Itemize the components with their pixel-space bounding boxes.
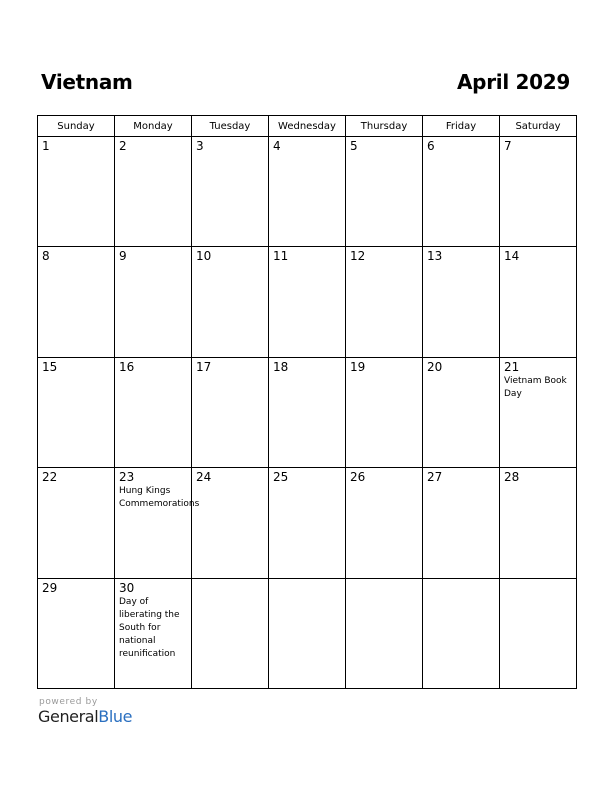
- day-number: 23: [119, 470, 135, 485]
- day-cell: [346, 578, 423, 688]
- day-cell: [38, 357, 115, 467]
- day-cell: [38, 468, 115, 578]
- week-row: [38, 468, 577, 578]
- holiday-label: [269, 582, 345, 583]
- holiday-label: [192, 374, 268, 375]
- day-number: 7: [504, 139, 512, 153]
- weekday-monday: Monday: [115, 116, 192, 137]
- day-number: 26: [350, 470, 366, 485]
- day-number: 16: [119, 359, 135, 374]
- day-number: 10: [196, 249, 212, 264]
- brand-blue-text: Blue: [98, 707, 133, 726]
- holiday-label: [346, 484, 422, 485]
- day-cell: [269, 578, 346, 688]
- day-cell: [423, 468, 500, 578]
- day-cell: [269, 137, 346, 247]
- day-number: 2: [119, 139, 127, 153]
- holiday-label: [192, 263, 268, 264]
- day-cell: [115, 468, 200, 578]
- day-cell: [269, 468, 346, 578]
- day-number: 19: [350, 359, 366, 374]
- day-cell: [500, 357, 577, 467]
- holiday-label: [500, 153, 576, 154]
- day-number: 29: [42, 580, 58, 595]
- day-cell: [500, 578, 577, 688]
- day-cell: [500, 247, 577, 357]
- brand-general-text: General: [38, 707, 99, 726]
- day-number: 13: [427, 249, 443, 264]
- holiday-label: [115, 153, 191, 154]
- holiday-label: [269, 153, 345, 154]
- weekday-friday: Friday: [423, 116, 500, 137]
- footer-branding[interactable]: [38, 697, 132, 727]
- day-cell: [423, 137, 500, 247]
- month-title: April 2029: [457, 70, 570, 94]
- holiday-label: [423, 484, 499, 485]
- day-number: 1: [42, 139, 50, 153]
- day-number: 24: [196, 470, 212, 485]
- day-cell: [115, 247, 192, 357]
- calendar-grid: [37, 115, 577, 689]
- day-cell: [269, 247, 346, 357]
- day-number: 9: [119, 249, 127, 264]
- holiday-label: [346, 153, 422, 154]
- day-cell: [38, 247, 115, 357]
- day-cell: [192, 357, 269, 467]
- day-number: 30: [119, 580, 135, 595]
- week-row: [38, 357, 577, 467]
- holiday-label: [38, 484, 114, 485]
- weekday-saturday: Saturday: [500, 116, 577, 137]
- powered-by-text: powered by: [39, 697, 98, 707]
- weekday-sunday: Sunday: [38, 116, 115, 137]
- day-cell: [346, 468, 423, 578]
- day-number: 6: [427, 139, 435, 153]
- week-row: [38, 578, 577, 688]
- holiday-label: [115, 374, 191, 375]
- holiday-label: [500, 263, 576, 264]
- holiday-label: [423, 374, 499, 375]
- day-number: 8: [42, 249, 50, 264]
- day-cell: [269, 357, 346, 467]
- day-cell: [346, 137, 423, 247]
- day-number: 12: [350, 249, 366, 264]
- holiday-label: [192, 484, 268, 485]
- day-number: 4: [273, 139, 281, 153]
- day-cell: [500, 137, 577, 247]
- day-number: 5: [350, 139, 358, 153]
- day-number: 21: [504, 359, 520, 374]
- day-cell: [38, 578, 115, 688]
- day-number: 18: [273, 359, 289, 374]
- holiday-label: [346, 582, 422, 583]
- week-row: [38, 137, 577, 247]
- day-cell: [192, 247, 269, 357]
- holiday-label: Day of liberating the South for national reunification: [119, 596, 180, 659]
- holiday-label: [192, 153, 268, 154]
- holiday-label: [192, 582, 268, 583]
- day-number: 25: [273, 470, 289, 485]
- day-cell: [192, 468, 269, 578]
- holiday-label: Vietnam Book Day: [504, 375, 567, 399]
- weekday-thursday: Thursday: [346, 116, 423, 137]
- day-cell: [423, 247, 500, 357]
- holiday-label: [38, 263, 114, 264]
- holiday-label: [346, 374, 422, 375]
- day-cell: [38, 137, 115, 247]
- holiday-label: [423, 263, 499, 264]
- holiday-label: [115, 263, 191, 264]
- holiday-label: [500, 582, 576, 583]
- day-number: 17: [196, 359, 212, 374]
- holiday-label: [269, 374, 345, 375]
- holiday-label: [346, 263, 422, 264]
- weekday-tuesday: Tuesday: [192, 116, 269, 137]
- day-cell: [423, 578, 500, 688]
- day-number: 15: [42, 359, 58, 374]
- day-number: 22: [42, 470, 58, 485]
- day-number: 28: [504, 470, 520, 485]
- day-cell: [500, 468, 577, 578]
- holiday-label: [38, 374, 114, 375]
- holiday-label: [38, 153, 114, 154]
- weekday-header-row: [38, 116, 577, 137]
- weekday-wednesday: Wednesday: [269, 116, 346, 137]
- day-cell: [115, 357, 192, 467]
- day-number: 3: [196, 139, 204, 153]
- country-title: Vietnam: [41, 70, 133, 94]
- holiday-label: Hung Kings Commemorations: [119, 486, 200, 510]
- day-number: 14: [504, 249, 520, 264]
- day-cell: [115, 578, 192, 688]
- day-cell: [423, 357, 500, 467]
- day-cell: [115, 137, 192, 247]
- generalblue-logo[interactable]: [38, 707, 132, 727]
- day-cell: [346, 357, 423, 467]
- day-cell: [192, 578, 269, 688]
- day-number: 27: [427, 470, 443, 485]
- day-cell: [346, 247, 423, 357]
- holiday-label: [269, 484, 345, 485]
- holiday-label: [500, 484, 576, 485]
- day-number: 11: [273, 249, 289, 264]
- holiday-label: [423, 582, 499, 583]
- holiday-label: [423, 153, 499, 154]
- week-row: [38, 247, 577, 357]
- holiday-label: [38, 595, 114, 596]
- holiday-label: [269, 263, 345, 264]
- day-number: 20: [427, 359, 443, 374]
- day-cell: [192, 137, 269, 247]
